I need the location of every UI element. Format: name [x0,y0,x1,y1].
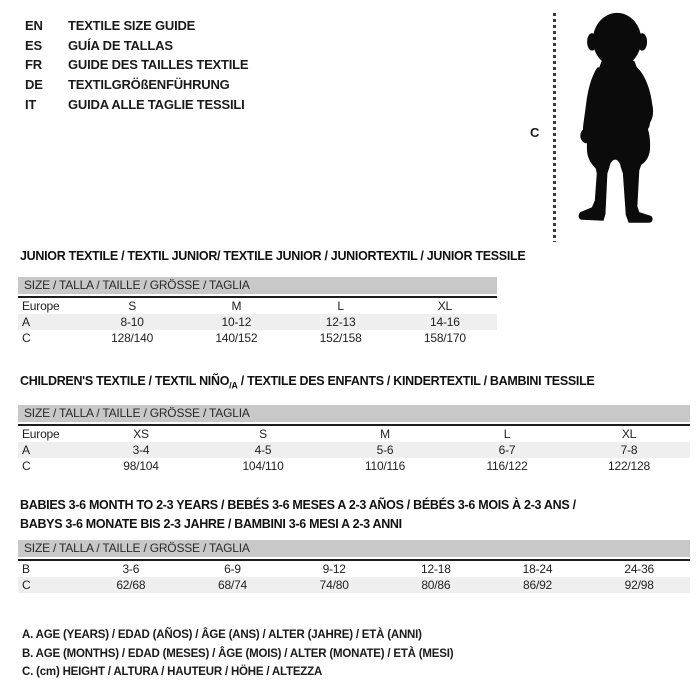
height-cell: 98/104 [123,458,159,473]
table-row-height [18,330,497,346]
language-code: DE [25,77,43,93]
row-label: B [22,562,30,576]
height-cell: 140/152 [215,331,258,345]
age-cell: 7-8 [620,442,638,457]
age-cell: 3-4 [132,442,150,457]
language-code: ES [25,37,42,53]
height-cell: 152/158 [319,331,362,345]
age-cell: 8-10 [120,315,144,329]
height-cell: 62/68 [116,578,146,592]
babies-title-line1: BABIES 3-6 MONTH TO 2-3 YEARS / BEBÉS 3-6 MESES A 2-3 AÑOS / BÉBÉS 3-6 MOIS À 2-3 ANS / [20,498,576,512]
months-cell: 24-36 [624,562,655,576]
age-cell: 10-12 [221,315,252,329]
table-row-europe [18,298,497,314]
size-cell: XL [437,299,453,313]
height-cell: 122/128 [608,458,650,473]
baby-figure [0,0,700,260]
junior-table-title: JUNIOR TEXTILE / TEXTIL JUNIOR/ TEXTILE JUNIOR / JUNIORTEXTIL / JUNIOR TESSILE [20,249,526,263]
children-title-sub: /A [229,380,238,391]
row-label: C [22,458,31,473]
children-table-title [20,374,690,391]
children-title-post: / TEXTILE DES ENFANTS / KINDERTEXTIL / BAMBINI TESSILE [237,374,595,388]
language-code: FR [25,57,42,73]
language-title: GUÍA DE TALLAS [68,37,173,53]
height-cell: 80/86 [421,578,451,592]
height-measure-label: C [530,125,540,140]
size-header-bar: SIZE / TALLA / TAILLE / GRÖSSE / TAGLIA [18,277,497,294]
months-cell: 3-6 [122,562,140,576]
height-cell: 92/98 [624,578,654,592]
months-cell: 12-18 [421,562,451,576]
height-cell: 74/80 [319,578,349,592]
footnote-a: A. AGE (YEARS) / EDAD (AÑOS) / ÂGE (ANS) / ALTER (JAHRE) / ETÀ (ANNI) [22,629,422,641]
age-cell: 12-13 [325,315,356,329]
size-cell: XS [133,426,149,441]
children-table-section [18,374,690,474]
baby-silhouette-icon [561,11,677,243]
row-label: A [22,315,30,329]
size-header-bar: SIZE / TALLA / TAILLE / GRÖSSE / TAGLIA [18,540,690,557]
height-dashed-line [553,13,556,242]
height-cell: 104/110 [242,458,284,473]
table-row-age [18,314,497,330]
months-cell: 9-12 [322,562,346,576]
size-cell: XL [621,426,637,441]
row-label: Europe [22,426,60,441]
babies-table-title [20,496,690,534]
language-title: GUIDA ALLE TAGLIE TESSILI [68,96,245,112]
height-cell: 128/140 [111,331,154,345]
age-cell: 6-7 [498,442,516,457]
table-row-age [18,442,690,458]
language-title: GUIDE DES TAILLES TEXTILE [68,57,249,73]
footnote-b: B. AGE (MONTHS) / EDAD (MESES) / ÂGE (MOIS) / ALTER (MONATE) / ETÀ (MESI) [22,647,454,660]
size-cell: S [128,299,137,313]
height-cell: 116/122 [486,458,528,473]
language-code: EN [25,18,43,34]
age-cell: 14-16 [430,315,460,329]
footnotes [22,626,453,682]
size-header-bar: SIZE / TALLA / TAILLE / GRÖSSE / TAGLIA [18,405,690,422]
height-cell: 68/74 [217,578,248,592]
row-label: C [22,331,31,345]
row-label: Europe [22,299,60,313]
row-label: C [22,578,31,592]
height-cell: 110/116 [364,458,406,473]
table-row-height [18,577,690,593]
children-title-pre: CHILDREN'S TEXTILE / TEXTIL NIÑO [20,374,230,388]
table-row-europe [18,426,690,442]
table-row-months [18,561,690,577]
row-label: A [22,442,30,457]
size-cell: L [503,426,511,441]
height-cell: 158/170 [423,331,466,345]
height-cell: 86/92 [523,578,553,592]
size-cell: M [231,299,242,313]
age-cell: 5-6 [376,442,394,457]
size-cell: S [259,426,267,441]
size-cell: L [337,299,344,313]
age-cell: 4-5 [254,442,272,457]
months-cell: 6-9 [224,562,241,576]
babies-table-section [18,496,690,593]
junior-table-section [18,249,526,346]
footnote-c: C. (cm) HEIGHT / ALTURA / HAUTEUR / HÖHE / ALTEZZA [22,666,323,679]
size-cell: M [380,426,390,441]
table-row-height [18,458,690,474]
babies-title-line2: BABYS 3-6 MONATE BIS 2-3 JAHRE / BAMBINI 3-6 MESI A 2-3 ANNI [20,517,402,531]
months-cell: 18-24 [522,562,553,576]
language-title: TEXTILGRÖßENFÜHRUNG [68,77,230,93]
language-title: TEXTILE SIZE GUIDE [68,18,196,34]
language-code: IT [25,96,37,112]
